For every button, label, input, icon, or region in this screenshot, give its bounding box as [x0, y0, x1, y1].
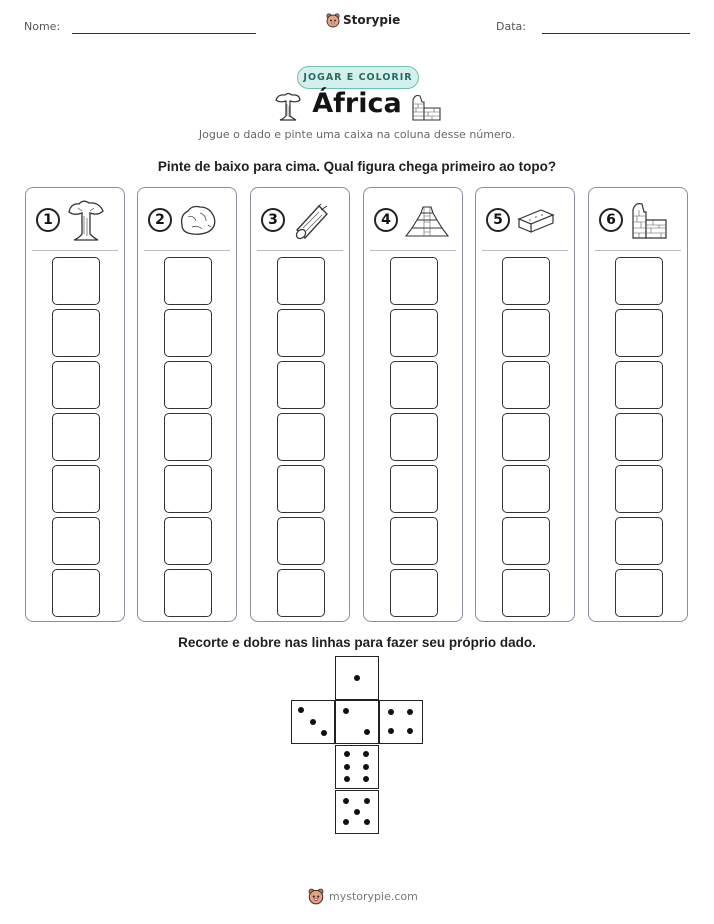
color-box[interactable]	[164, 569, 212, 617]
column-divider	[595, 250, 681, 251]
date-line[interactable]	[542, 33, 690, 34]
instruction-bottom: Recorte e dobre nas linhas para fazer seu próprio dado.	[178, 635, 536, 650]
color-box[interactable]	[277, 309, 325, 357]
color-box[interactable]	[164, 257, 212, 305]
scroll-icon	[291, 200, 331, 240]
color-box[interactable]	[164, 413, 212, 461]
color-box[interactable]	[615, 465, 663, 513]
color-box[interactable]	[52, 361, 100, 409]
logo-text: Storypie	[343, 13, 401, 27]
color-box[interactable]	[52, 413, 100, 461]
column-divider	[32, 250, 118, 251]
column-number: 5	[486, 208, 510, 232]
die-pip	[407, 728, 413, 734]
die-pip	[310, 719, 316, 725]
color-box[interactable]	[277, 465, 325, 513]
die-pip	[321, 730, 327, 736]
die-face-6	[335, 745, 379, 789]
column-2	[137, 187, 237, 622]
die-pip	[364, 729, 370, 735]
die-face-1	[335, 656, 379, 700]
color-box[interactable]	[277, 517, 325, 565]
baobab-tree-icon	[66, 198, 106, 242]
column-divider	[482, 250, 568, 251]
instruction-top: Pinte de baixo para cima. Qual figura chega primeiro ao topo?	[157, 159, 557, 174]
color-box[interactable]	[502, 257, 550, 305]
color-box[interactable]	[615, 569, 663, 617]
column-header	[374, 200, 456, 240]
name-line[interactable]	[72, 33, 256, 34]
color-box[interactable]	[502, 413, 550, 461]
color-box[interactable]	[277, 413, 325, 461]
column-number: 4	[374, 208, 398, 232]
color-box[interactable]	[277, 361, 325, 409]
column-number: 1	[36, 208, 60, 232]
column-number: 2	[148, 208, 172, 232]
color-box[interactable]	[502, 465, 550, 513]
die-pip	[354, 809, 360, 815]
page-subtitle: Jogue o dado e pinte uma caixa na coluna desse número.	[198, 128, 516, 141]
color-box[interactable]	[502, 361, 550, 409]
column-header	[36, 200, 118, 240]
color-box[interactable]	[164, 465, 212, 513]
color-box[interactable]	[52, 465, 100, 513]
date-label: Data:	[496, 20, 526, 33]
die-pip	[363, 776, 369, 782]
color-box[interactable]	[52, 257, 100, 305]
die-pip	[344, 776, 350, 782]
ruins-wall-icon	[629, 200, 669, 240]
column-number: 3	[261, 208, 285, 232]
color-box[interactable]	[390, 361, 438, 409]
die-pip	[364, 819, 370, 825]
die-face-2	[335, 700, 379, 744]
die-pip	[363, 751, 369, 757]
column-header	[261, 200, 343, 240]
die-pip	[343, 819, 349, 825]
die-pip	[344, 751, 350, 757]
storypie-mascot-icon	[308, 887, 324, 905]
color-box[interactable]	[390, 257, 438, 305]
color-box[interactable]	[390, 309, 438, 357]
color-box[interactable]	[615, 517, 663, 565]
column-header	[148, 200, 230, 240]
die-pip	[344, 764, 350, 770]
column-5	[475, 187, 575, 622]
page-title: África	[312, 88, 402, 119]
color-box[interactable]	[502, 517, 550, 565]
color-box[interactable]	[615, 257, 663, 305]
die-face-5	[335, 790, 379, 834]
color-box[interactable]	[164, 361, 212, 409]
color-box[interactable]	[390, 517, 438, 565]
pyramid-icon	[404, 202, 450, 238]
color-box[interactable]	[277, 569, 325, 617]
column-header	[486, 200, 568, 240]
color-box[interactable]	[390, 413, 438, 461]
die-pip	[364, 798, 370, 804]
die-face-4	[379, 700, 423, 744]
color-box[interactable]	[164, 517, 212, 565]
brick-icon	[516, 205, 556, 235]
column-6	[588, 187, 688, 622]
column-divider	[144, 250, 230, 251]
color-box[interactable]	[615, 361, 663, 409]
color-box[interactable]	[52, 569, 100, 617]
rock-icon	[178, 203, 218, 237]
color-box[interactable]	[502, 309, 550, 357]
ruins-title-icon	[410, 92, 442, 122]
column-divider	[370, 250, 456, 251]
color-box[interactable]	[164, 309, 212, 357]
footer	[308, 887, 418, 905]
color-box[interactable]	[615, 309, 663, 357]
column-header	[599, 200, 681, 240]
die-pip	[343, 798, 349, 804]
color-box[interactable]	[52, 517, 100, 565]
die-pip	[407, 709, 413, 715]
color-box[interactable]	[390, 569, 438, 617]
die-pip	[354, 675, 360, 681]
column-3	[250, 187, 350, 622]
column-4	[363, 187, 463, 622]
column-1	[25, 187, 125, 622]
color-box[interactable]	[390, 465, 438, 513]
logo	[326, 12, 400, 28]
color-box[interactable]	[52, 309, 100, 357]
name-label: Nome:	[24, 20, 61, 33]
die-pip	[343, 708, 349, 714]
color-box[interactable]	[615, 413, 663, 461]
column-divider	[257, 250, 343, 251]
die-pip	[388, 728, 394, 734]
color-box[interactable]	[277, 257, 325, 305]
storypie-mascot-icon	[326, 12, 340, 28]
color-box[interactable]	[502, 569, 550, 617]
die-pip	[363, 764, 369, 770]
column-number: 6	[599, 208, 623, 232]
footer-url: mystorypie.com	[329, 889, 418, 903]
category-badge: JOGAR E COLORIR	[297, 66, 419, 89]
die-pip	[388, 709, 394, 715]
die-face-3	[291, 700, 335, 744]
die-pip	[298, 707, 304, 713]
